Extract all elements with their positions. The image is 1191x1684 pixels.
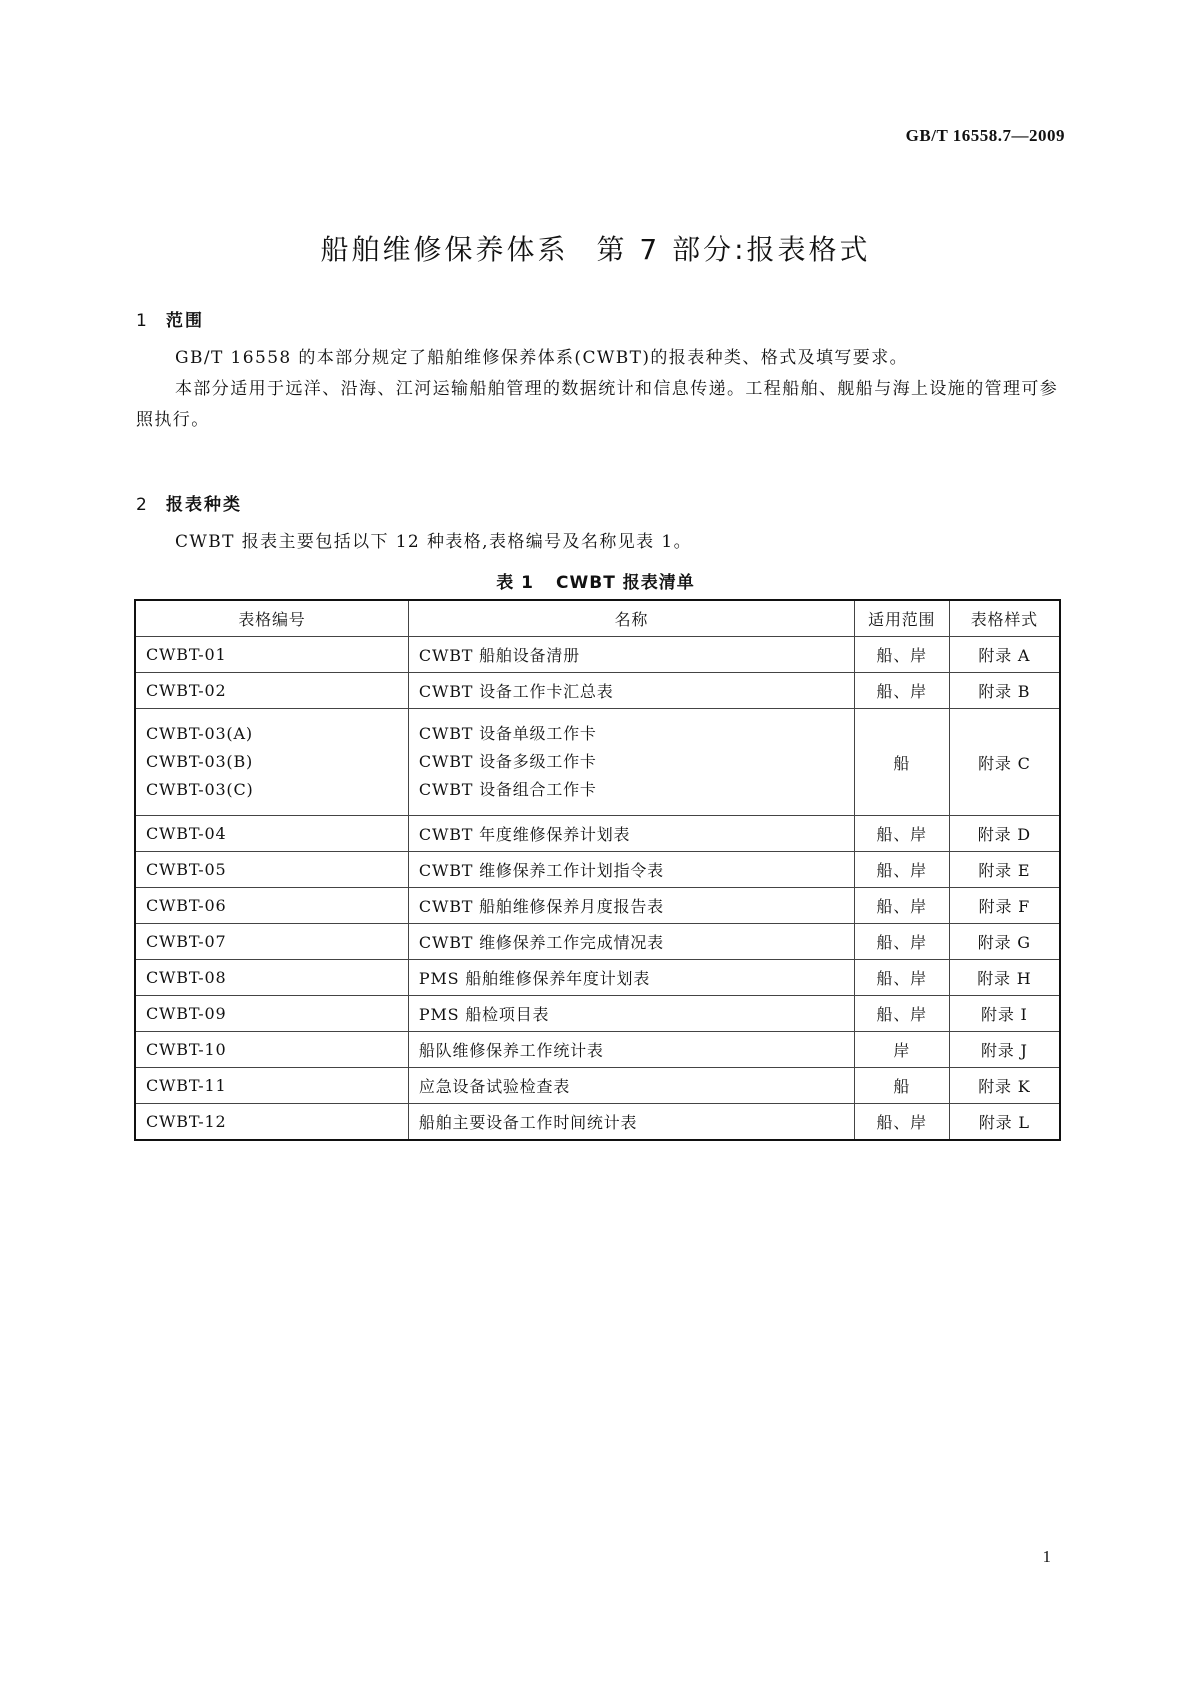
cell-code-line: CWBT-03(A) <box>146 724 253 743</box>
table-row <box>135 816 1060 852</box>
section-heading-report-types <box>136 490 242 515</box>
section-number: 2 <box>136 495 149 515</box>
cell-code-line: CWBT-03(B) <box>146 752 254 771</box>
table-row <box>135 888 1060 924</box>
cell-code: CWBT-08 <box>135 960 408 996</box>
table-row <box>135 924 1060 960</box>
cell-code: CWBT-10 <box>135 1032 408 1068</box>
cell-scope: 船、岸 <box>854 673 949 709</box>
table-caption-title: CWBT 报表清单 <box>556 573 695 593</box>
standard-code: GB/T 16558.7—2009 <box>905 126 1065 145</box>
header-style: 表格样式 <box>949 600 1060 637</box>
cell-name-line: CWBT 设备多级工作卡 <box>418 752 597 771</box>
cell-scope: 船、岸 <box>854 852 949 888</box>
table-header-row <box>135 600 1060 637</box>
cell-style: 附录 H <box>949 960 1060 996</box>
cell-name: CWBT 船舶设备清册 <box>408 637 854 673</box>
cell-code-line: CWBT-03(C) <box>146 780 254 799</box>
cell-scope: 船、岸 <box>854 1104 949 1141</box>
page-number: 1 <box>1042 1547 1051 1566</box>
cell-code: CWBT-06 <box>135 888 408 924</box>
cell-scope: 船 <box>854 1068 949 1104</box>
section-heading-scope <box>136 306 204 331</box>
cell-style: 附录 D <box>949 816 1060 852</box>
cell-name: CWBT 维修保养工作完成情况表 <box>408 924 854 960</box>
cell-code: CWBT-01 <box>135 637 408 673</box>
table-caption-number: 表 1 <box>496 573 535 593</box>
cell-style: 附录 K <box>949 1068 1060 1104</box>
table-row <box>135 1032 1060 1068</box>
cell-scope: 船、岸 <box>854 816 949 852</box>
cell-name: 应急设备试验检查表 <box>408 1068 854 1104</box>
report-list-table <box>134 599 1061 1141</box>
header-name: 名称 <box>408 600 854 637</box>
cell-name <box>408 709 854 816</box>
document-title-part: 第 7 部分:报表格式 <box>596 233 871 266</box>
table-caption <box>0 568 1191 593</box>
paragraph: CWBT 报表主要包括以下 12 种表格,表格编号及名称见表 1。 <box>175 532 692 552</box>
cell-scope: 船、岸 <box>854 888 949 924</box>
paragraph: 本部分适用于远洋、沿海、江河运输船舶管理的数据统计和信息传递。工程船舶、舰船与海上设施的管理可参照执行。 <box>136 379 1059 430</box>
table-row <box>135 673 1060 709</box>
header-code: 表格编号 <box>135 600 408 637</box>
table-row <box>135 709 1060 816</box>
cell-style: 附录 I <box>949 996 1060 1032</box>
cell-name: CWBT 维修保养工作计划指令表 <box>408 852 854 888</box>
header-scope: 适用范围 <box>854 600 949 637</box>
cell-code: CWBT-05 <box>135 852 408 888</box>
section-title: 报表种类 <box>166 495 242 515</box>
cell-scope: 岸 <box>854 1032 949 1068</box>
cell-style: 附录 A <box>949 637 1060 673</box>
cell-scope: 船 <box>854 709 949 816</box>
cell-style: 附录 B <box>949 673 1060 709</box>
document-title <box>0 228 1191 268</box>
document-title-main: 船舶维修保养体系 <box>320 233 569 266</box>
cell-style: 附录 F <box>949 888 1060 924</box>
cell-style: 附录 E <box>949 852 1060 888</box>
cell-name: CWBT 设备工作卡汇总表 <box>408 673 854 709</box>
cell-style: 附录 G <box>949 924 1060 960</box>
table-row <box>135 996 1060 1032</box>
cell-code: CWBT-07 <box>135 924 408 960</box>
cell-name: 船舶主要设备工作时间统计表 <box>408 1104 854 1141</box>
cell-code: CWBT-11 <box>135 1068 408 1104</box>
cell-scope: 船、岸 <box>854 637 949 673</box>
section-title: 范围 <box>166 311 204 331</box>
cell-name: 船队维修保养工作统计表 <box>408 1032 854 1068</box>
cell-name: CWBT 年度维修保养计划表 <box>408 816 854 852</box>
cell-code: CWBT-02 <box>135 673 408 709</box>
cell-code: CWBT-04 <box>135 816 408 852</box>
table-row <box>135 960 1060 996</box>
cell-code <box>135 709 408 816</box>
cell-name: PMS 船检项目表 <box>408 996 854 1032</box>
cell-style: 附录 J <box>949 1032 1060 1068</box>
cell-scope: 船、岸 <box>854 996 949 1032</box>
table-row <box>135 1068 1060 1104</box>
table-row <box>135 1104 1060 1141</box>
cell-name: CWBT 船舶维修保养月度报告表 <box>408 888 854 924</box>
cell-code: CWBT-09 <box>135 996 408 1032</box>
cell-name-line: CWBT 设备单级工作卡 <box>418 724 597 743</box>
paragraph: GB/T 16558 的本部分规定了船舶维修保养体系(CWBT)的报表种类、格式及填写要求。 <box>175 348 909 368</box>
cell-scope: 船、岸 <box>854 960 949 996</box>
table-row <box>135 637 1060 673</box>
cell-name-line: CWBT 设备组合工作卡 <box>418 780 597 799</box>
cell-code: CWBT-12 <box>135 1104 408 1141</box>
table-row <box>135 852 1060 888</box>
cell-name: PMS 船舶维修保养年度计划表 <box>408 960 854 996</box>
cell-scope: 船、岸 <box>854 924 949 960</box>
cell-style: 附录 L <box>949 1104 1060 1141</box>
section-number: 1 <box>136 311 149 331</box>
cell-style: 附录 C <box>949 709 1060 816</box>
